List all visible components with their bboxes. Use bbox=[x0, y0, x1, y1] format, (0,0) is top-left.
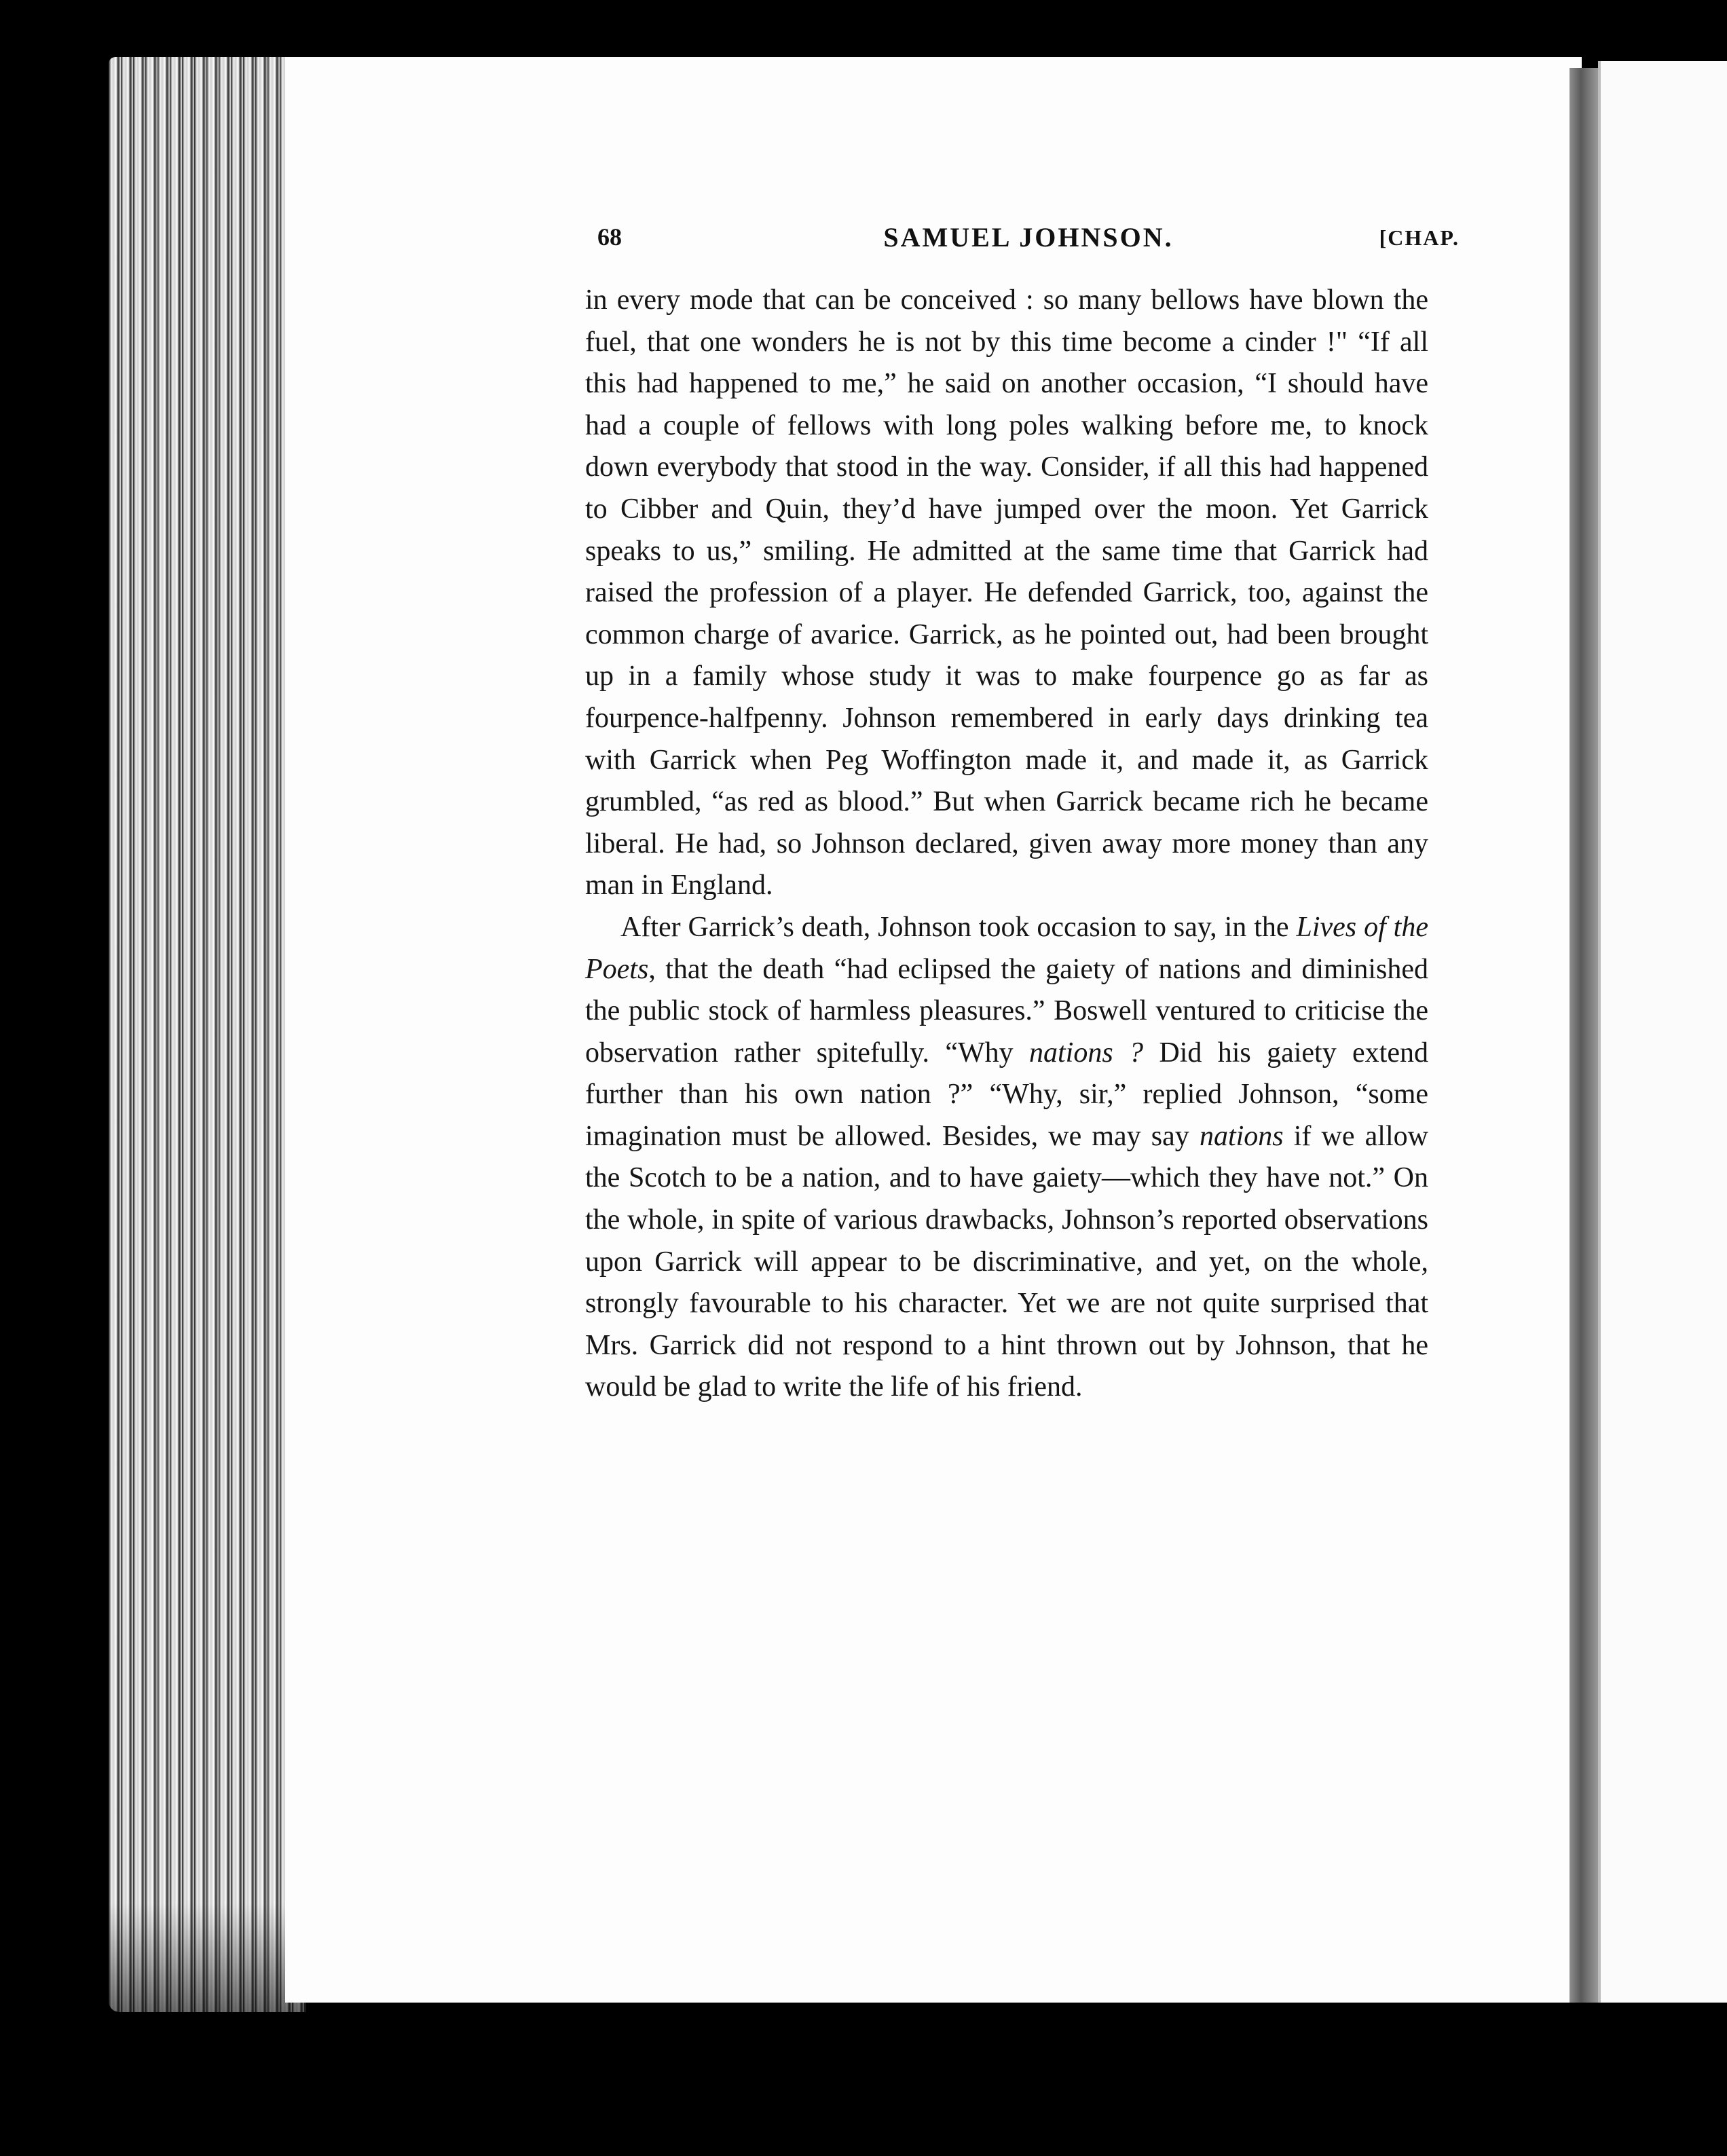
paragraph-2-part-d: if we allow the Scotch to be a nation, and to have gaiety—which they have not.” On the whole, in spite of various drawbacks, Johnson’s reported observations upon Garrick will appear to be discriminative, and yet, on the whole, strongly favourable to his character. Yet we are not quite surprised that Mrs. Garrick did not respond to a hint thrown out by Johnson, that he would be glad to write the life of his friend. bbox=[585, 1120, 1428, 1403]
chapter-marker: [CHAP. bbox=[1379, 225, 1460, 250]
italic-nations: nations bbox=[1199, 1120, 1284, 1152]
running-head bbox=[597, 219, 1460, 266]
paragraph-1: in every mode that can be conceived : so many bellows have blown the fuel, that one wonders he is not by this time become a cinder !" “If all this had happened to me,” he said on another occasion, “I should have had a couple of fellows with long poles walking before me, to knock down everybody that stood in the way. Consider, if all this had happened to Cibber and Quin, they’d have jumped over the moon. Yet Garrick speaks to us,” smiling. He admitted at the same time that Garrick had raised the profession of a player. He defended Garrick, too, against the common charge of avarice. Garrick, as he pointed out, had been brought up in a family whose study it was to make fourpence go as far as fourpence-halfpenny. Johnson remembered in early days drinking tea with Garrick when Peg Woffington made it, and made it, as Garrick grumbled, “as red as blood.” But when Garrick became rich he became liberal. He had, so Johnson declared, given away more money than any man in England. bbox=[585, 284, 1428, 902]
book-page-edges bbox=[109, 57, 305, 2012]
running-title: SAMUEL JOHNSON. bbox=[883, 222, 1174, 253]
italic-nations-question: nations ? bbox=[1028, 1037, 1144, 1068]
paragraph-2 bbox=[585, 907, 1428, 1409]
book-gutter bbox=[1570, 68, 1598, 2003]
paragraph-2-part-c: Did his gaiety extend further than his own nation ?” “Why, sir,” replied Johnson, “some imagination must be allowed. Besides, we may say bbox=[585, 1037, 1428, 1152]
italic-lives-of-the-poets: Lives of the Poets bbox=[585, 911, 1428, 985]
facing-page-edge bbox=[1598, 61, 1601, 2003]
paragraph-2-part-a: After Garrick’s death, Johnson took occasion to say, in the bbox=[620, 911, 1297, 943]
paragraph-2-part-b: , that the death “had eclipsed the gaiety of nations and diminished the public stock of harmless pleasures.” Boswell ventured to criticise the observation rather spitefully. “Why bbox=[585, 953, 1428, 1068]
body-text bbox=[585, 280, 1428, 1409]
facing-page bbox=[1598, 61, 1727, 2003]
page-number: 68 bbox=[597, 223, 622, 250]
